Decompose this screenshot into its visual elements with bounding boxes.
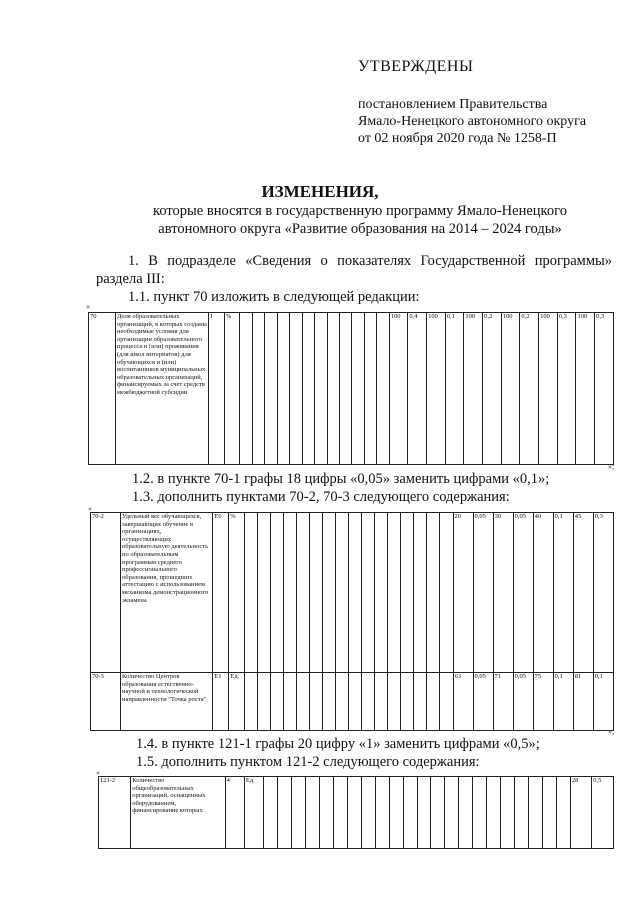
table2-close-quote: »;	[608, 727, 615, 736]
paragraph-1-3: 1.3. дополнить пунктами 70-2, 70-3 следующего содержания:	[132, 489, 510, 505]
value-cell: 100	[501, 313, 520, 465]
table1-open-quote: «	[86, 302, 90, 311]
paragraph-1-1: 1.1. пункт 70 изложить в следующей редакции:	[128, 289, 420, 305]
table2-open-quote: «	[88, 504, 92, 513]
indicator-unit: Ед.	[229, 673, 245, 731]
paragraph-1-line-1: 1. В подразделе «Сведения о показателях Государственной программы»	[128, 253, 612, 269]
value-cell: 40	[533, 513, 553, 673]
indicator-description: Количество Центров образования естественно-научной и технологической направленности "Точка роста"	[121, 673, 213, 731]
indicator-description: Доля образовательных организаций, в которых созданы необходимые условия для организации образовательного процесса и (или) проживания (для школ интернатов) для обучающихся и (или) воспитанников муниципальных образовательных организаций, финансируемых за счет средств межбюджетной субсидии	[115, 313, 208, 465]
value-cell: 0,05	[513, 513, 533, 673]
value-cell: 71	[493, 673, 513, 731]
indicator-description: Количество общеобразовательных организаций, оснащенных оборудованием, финансирование которых	[131, 777, 225, 849]
value-cell: 0,05	[473, 513, 493, 673]
value-cell: 0,1	[553, 673, 573, 731]
value-cell: 100	[464, 313, 483, 465]
value-cell: 0,3	[593, 513, 613, 673]
approved-stamp: УТВЕРЖДЕНЫ	[358, 58, 474, 75]
indicator-code: I	[209, 313, 225, 465]
document-title: ИЗМЕНЕНИЯ,	[261, 182, 379, 201]
indicator-unit: Ед.	[244, 777, 263, 849]
value-cell: 0,1	[593, 673, 613, 731]
table1-close-quote: »;	[608, 462, 615, 471]
table-row	[99, 777, 614, 849]
resolution-line-3: от 02 ноября 2020 года № 1258-П	[358, 131, 557, 146]
row-number: 70-2	[91, 513, 121, 673]
table-items-70-2-70-3	[90, 512, 614, 731]
value-cell: 20	[453, 513, 473, 673]
table-item-121-2	[98, 776, 614, 849]
indicator-code: 4	[225, 777, 244, 849]
resolution-line-2: Ямало-Ненецкого автономного округа	[358, 114, 587, 129]
value-cell: 45	[573, 513, 593, 673]
paragraph-1-4: 1.4. в пункте 121-1 графы 20 цифру «1» заменить цифрами «0,5»;	[136, 736, 540, 752]
row-number: 70	[89, 313, 116, 465]
value-cell: 0,2	[520, 313, 539, 465]
value-cell: 28	[570, 777, 591, 849]
value-cell: 0,3	[557, 313, 576, 465]
value-cell: 100	[427, 313, 446, 465]
value-cell: 75	[533, 673, 553, 731]
value-cell: 0,2	[483, 313, 502, 465]
table-row	[91, 673, 614, 731]
table-row	[89, 313, 614, 465]
value-cell: 81	[573, 673, 593, 731]
value-cell: 0,1	[445, 313, 464, 465]
value-cell: 0,4	[408, 313, 427, 465]
table-item-70	[88, 312, 614, 465]
row-number: 121-2	[99, 777, 131, 849]
value-cell: 63	[453, 673, 473, 731]
resolution-line-1: постановлением Правительства	[358, 97, 548, 112]
value-cell: 0,5	[592, 777, 614, 849]
value-cell: 0,05	[513, 673, 533, 731]
value-cell: 0,1	[553, 513, 573, 673]
value-cell: 0,3	[595, 313, 614, 465]
subtitle-line-1: которые вносятся в государственную программу Ямало-Ненецкого	[153, 203, 567, 219]
value-cell: 30	[493, 513, 513, 673]
table3-open-quote: «	[96, 768, 100, 777]
indicator-code: Е1	[213, 673, 229, 731]
paragraph-1-line-2: раздела III:	[96, 271, 165, 287]
indicator-unit: %	[229, 513, 245, 673]
subtitle-line-2: автономного округа «Развитие образования на 2014 – 2024 годы»	[158, 221, 562, 237]
indicator-description: Удельный вес обучающихся, завершающих обучение в организациях, осуществляющих образовательную деятельность по образовательным программам среднего профессионального образования, прошедших аттестацию с использованием механизма демонстрационного экзамена	[121, 513, 213, 673]
paragraph-1-2: 1.2. в пункте 70-1 графы 18 цифры «0,05» заменить цифрами «0,1»;	[132, 471, 550, 487]
value-cell: 0,05	[473, 673, 493, 731]
indicator-code: Е6	[213, 513, 229, 673]
indicator-unit: %	[224, 313, 240, 465]
table-row	[91, 513, 614, 673]
value-cell: 100	[576, 313, 595, 465]
value-cell: 100	[539, 313, 558, 465]
row-number: 70-3	[91, 673, 121, 731]
value-cell: 100	[389, 313, 408, 465]
paragraph-1-5: 1.5. дополнить пунктом 121-2 следующего содержания:	[136, 754, 480, 770]
